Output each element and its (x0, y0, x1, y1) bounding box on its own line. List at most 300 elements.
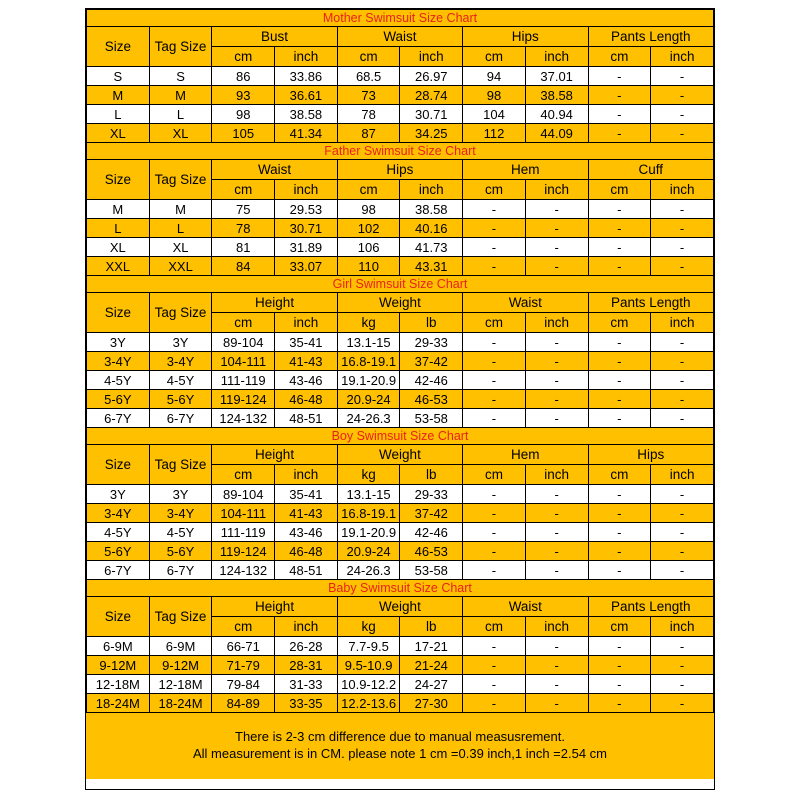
table-cell: - (463, 485, 526, 504)
table-cell: - (588, 656, 651, 675)
unit-header: inch (651, 617, 714, 637)
table-row (87, 675, 714, 694)
table-cell: 38.58 (525, 86, 588, 105)
table-cell: 112 (463, 124, 526, 143)
table-cell: 119-124 (212, 542, 275, 561)
table-cell: 37-42 (400, 504, 463, 523)
table-cell: - (588, 561, 651, 580)
table-cell: - (525, 694, 588, 713)
table-cell: - (651, 333, 714, 352)
measure-group-header: Hem (463, 160, 588, 180)
table-cell: 119-124 (212, 390, 275, 409)
table-cell: XXL (87, 257, 150, 276)
baby-chart-title-row (87, 580, 714, 597)
table-cell: 79-84 (212, 675, 275, 694)
table-cell: - (651, 504, 714, 523)
table-cell: 5-6Y (149, 542, 212, 561)
table-row (87, 219, 714, 238)
table-cell: 17-21 (400, 637, 463, 656)
tag-size-header: Tag Size (149, 160, 212, 200)
table-row (87, 352, 714, 371)
table-row (87, 656, 714, 675)
table-cell: 4-5Y (87, 371, 150, 390)
table-cell: 46-53 (400, 390, 463, 409)
father-chart-title-row (87, 143, 714, 160)
table-cell: 35-41 (275, 333, 338, 352)
table-cell: - (463, 637, 526, 656)
size-chart (85, 8, 715, 790)
table-cell: 34.25 (400, 124, 463, 143)
table-cell: - (463, 200, 526, 219)
unit-header: inch (651, 180, 714, 200)
table-cell: - (525, 409, 588, 428)
table-cell: 41-43 (275, 504, 338, 523)
table-cell: - (525, 352, 588, 371)
table-row (87, 504, 714, 523)
table-cell: 105 (212, 124, 275, 143)
table-cell: - (525, 675, 588, 694)
table-cell: 111-119 (212, 523, 275, 542)
table-cell: 71-79 (212, 656, 275, 675)
table-cell: - (525, 333, 588, 352)
table-cell: - (651, 675, 714, 694)
table-cell: 124-132 (212, 409, 275, 428)
unit-header: cm (588, 313, 651, 333)
table-cell: XL (149, 238, 212, 257)
table-cell: 6-7Y (87, 561, 150, 580)
table-cell: 81 (212, 238, 275, 257)
baby-chart-title: Baby Swimsuit Size Chart (87, 580, 714, 597)
table-cell: XL (87, 124, 150, 143)
size-header: Size (87, 445, 150, 485)
table-cell: 37-42 (400, 352, 463, 371)
table-cell: 44.09 (525, 124, 588, 143)
table-cell: - (463, 333, 526, 352)
table-cell: 29-33 (400, 333, 463, 352)
tag-size-header: Tag Size (149, 597, 212, 637)
table-cell: - (588, 257, 651, 276)
table-cell: 68.5 (337, 67, 400, 86)
table-cell: 104-111 (212, 504, 275, 523)
table-cell: 13.1-15 (337, 485, 400, 504)
table-cell: - (525, 637, 588, 656)
unit-header: cm (212, 180, 275, 200)
table-cell: 104 (463, 105, 526, 124)
table-cell: 75 (212, 200, 275, 219)
table-cell: - (588, 238, 651, 257)
table-cell: 6-9M (87, 637, 150, 656)
table-cell: - (463, 238, 526, 257)
table-cell: - (525, 485, 588, 504)
table-cell: 9-12M (149, 656, 212, 675)
table-cell: 20.9-24 (337, 390, 400, 409)
unit-header: cm (212, 617, 275, 637)
table-cell: 6-7Y (149, 561, 212, 580)
table-cell: L (87, 219, 150, 238)
table-cell: 19.1-20.9 (337, 371, 400, 390)
table-cell: 19.1-20.9 (337, 523, 400, 542)
table-cell: 42-46 (400, 523, 463, 542)
unit-header: cm (463, 313, 526, 333)
measure-group-header: Waist (463, 293, 588, 313)
girl-header-row (87, 293, 714, 313)
unit-header: kg (337, 617, 400, 637)
table-cell: - (588, 504, 651, 523)
unit-header: inch (651, 313, 714, 333)
table-cell: 111-119 (212, 371, 275, 390)
size-header: Size (87, 160, 150, 200)
table-cell: - (463, 656, 526, 675)
table-row (87, 542, 714, 561)
footer-note (86, 713, 714, 779)
unit-header: inch (525, 313, 588, 333)
table-cell: 46-48 (275, 542, 338, 561)
table-cell: 3Y (87, 333, 150, 352)
table-cell: 41-43 (275, 352, 338, 371)
table-cell: 3Y (149, 485, 212, 504)
measure-group-header: Pants Length (588, 293, 714, 313)
table-cell: 48-51 (275, 561, 338, 580)
measure-group-header: Weight (337, 597, 462, 617)
table-cell: 21-24 (400, 656, 463, 675)
table-cell: M (149, 200, 212, 219)
table-cell: 3Y (87, 485, 150, 504)
table-cell: 18-24M (149, 694, 212, 713)
table-cell: 110 (337, 257, 400, 276)
unit-header: cm (212, 465, 275, 485)
table-row (87, 637, 714, 656)
table-cell: 46-53 (400, 542, 463, 561)
table-cell: XL (149, 124, 212, 143)
table-cell: 84 (212, 257, 275, 276)
table-cell: 3-4Y (87, 352, 150, 371)
table-cell: 13.1-15 (337, 333, 400, 352)
table-cell: - (588, 371, 651, 390)
unit-header: lb (400, 313, 463, 333)
table-cell: - (651, 352, 714, 371)
size-chart-table (86, 9, 714, 713)
unit-header: inch (275, 617, 338, 637)
table-cell: 28-31 (275, 656, 338, 675)
table-cell: - (588, 124, 651, 143)
boy-chart-title: Boy Swimsuit Size Chart (87, 428, 714, 445)
table-cell: 3-4Y (149, 352, 212, 371)
table-cell: 124-132 (212, 561, 275, 580)
table-cell: 26.97 (400, 67, 463, 86)
table-cell: 3Y (149, 333, 212, 352)
table-cell: - (588, 86, 651, 105)
table-cell: M (87, 86, 150, 105)
table-cell: - (463, 561, 526, 580)
table-cell: - (525, 238, 588, 257)
table-cell: 5-6Y (149, 390, 212, 409)
table-cell: 28.74 (400, 86, 463, 105)
table-cell: 33.86 (275, 67, 338, 86)
table-cell: 9-12M (87, 656, 150, 675)
table-cell: 53-58 (400, 409, 463, 428)
table-cell: 102 (337, 219, 400, 238)
table-cell: 12-18M (149, 675, 212, 694)
table-cell: 84-89 (212, 694, 275, 713)
unit-header: inch (275, 313, 338, 333)
table-cell: - (651, 409, 714, 428)
table-cell: 5-6Y (87, 390, 150, 409)
father-header-row (87, 160, 714, 180)
table-cell: - (463, 694, 526, 713)
table-cell: 46-48 (275, 390, 338, 409)
table-cell: - (525, 390, 588, 409)
table-row (87, 333, 714, 352)
table-cell: - (525, 523, 588, 542)
measure-group-header: Hips (588, 445, 714, 465)
table-cell: 38.58 (275, 105, 338, 124)
measure-group-header: Height (212, 293, 337, 313)
tag-size-header: Tag Size (149, 445, 212, 485)
size-header: Size (87, 27, 150, 67)
table-cell: - (588, 637, 651, 656)
table-cell: - (588, 542, 651, 561)
table-cell: 31.89 (275, 238, 338, 257)
table-cell: - (463, 352, 526, 371)
table-cell: - (525, 219, 588, 238)
unit-header: cm (337, 180, 400, 200)
table-cell: 3-4Y (149, 504, 212, 523)
girl-chart-title-row (87, 276, 714, 293)
unit-header: inch (651, 47, 714, 67)
table-cell: 36.61 (275, 86, 338, 105)
table-cell: 37.01 (525, 67, 588, 86)
unit-header: cm (337, 47, 400, 67)
table-cell: 48-51 (275, 409, 338, 428)
table-cell: 24-26.3 (337, 409, 400, 428)
table-cell: - (651, 523, 714, 542)
table-cell: - (463, 542, 526, 561)
table-row (87, 485, 714, 504)
table-cell: 7.7-9.5 (337, 637, 400, 656)
footer-line-conversion: All measurement is in CM. please note 1 cm =0.39 inch,1 inch =2.54 cm (192, 746, 608, 761)
table-cell: - (651, 200, 714, 219)
boy-chart-title-row (87, 428, 714, 445)
table-cell: 98 (212, 105, 275, 124)
table-cell: - (588, 523, 651, 542)
unit-header: lb (400, 617, 463, 637)
table-cell: L (149, 219, 212, 238)
table-cell: 16.8-19.1 (337, 352, 400, 371)
table-cell: - (588, 333, 651, 352)
table-cell: - (588, 485, 651, 504)
table-cell: - (651, 124, 714, 143)
unit-header: cm (463, 617, 526, 637)
unit-header: lb (400, 465, 463, 485)
measure-group-header: Height (212, 445, 337, 465)
table-cell: 73 (337, 86, 400, 105)
table-cell: 53-58 (400, 561, 463, 580)
table-cell: 33-35 (275, 694, 338, 713)
table-cell: 16.8-19.1 (337, 504, 400, 523)
measure-group-header: Waist (337, 27, 462, 47)
table-cell: 86 (212, 67, 275, 86)
table-cell: 40.16 (400, 219, 463, 238)
table-cell: - (588, 67, 651, 86)
mother-header-row (87, 27, 714, 47)
unit-header: inch (275, 465, 338, 485)
unit-header: inch (525, 617, 588, 637)
footer-line-difference: There is 2-3 cm difference due to manual measusrement. (235, 729, 565, 744)
table-cell: - (525, 200, 588, 219)
unit-header: inch (525, 465, 588, 485)
table-cell: M (149, 86, 212, 105)
unit-header: cm (212, 47, 275, 67)
table-cell: - (588, 694, 651, 713)
mother-chart-title: Mother Swimsuit Size Chart (87, 10, 714, 27)
measure-group-header: Hips (463, 27, 588, 47)
table-cell: - (651, 67, 714, 86)
unit-header: cm (463, 465, 526, 485)
girl-chart-title: Girl Swimsuit Size Chart (87, 276, 714, 293)
unit-header: inch (525, 180, 588, 200)
measure-group-header: Height (212, 597, 337, 617)
unit-header: kg (337, 313, 400, 333)
table-cell: 66-71 (212, 637, 275, 656)
table-cell: 98 (337, 200, 400, 219)
table-cell: - (588, 675, 651, 694)
table-cell: 29.53 (275, 200, 338, 219)
table-cell: 4-5Y (149, 523, 212, 542)
table-cell: 9.5-10.9 (337, 656, 400, 675)
unit-header: inch (651, 465, 714, 485)
table-cell: 18-24M (87, 694, 150, 713)
table-cell: 31-33 (275, 675, 338, 694)
tag-size-header: Tag Size (149, 27, 212, 67)
table-cell: - (588, 200, 651, 219)
table-row (87, 694, 714, 713)
table-row (87, 86, 714, 105)
table-row (87, 105, 714, 124)
table-cell: 24-26.3 (337, 561, 400, 580)
unit-header: cm (588, 617, 651, 637)
table-cell: - (651, 390, 714, 409)
boy-header-row (87, 445, 714, 465)
table-row (87, 371, 714, 390)
table-cell: - (651, 86, 714, 105)
table-cell: 89-104 (212, 485, 275, 504)
unit-header: cm (212, 313, 275, 333)
table-row (87, 67, 714, 86)
table-cell: - (463, 409, 526, 428)
table-cell: 35-41 (275, 485, 338, 504)
table-cell: S (149, 67, 212, 86)
table-cell: 41.34 (275, 124, 338, 143)
mother-chart-title-row (87, 10, 714, 27)
table-cell: - (463, 257, 526, 276)
table-cell: 33.07 (275, 257, 338, 276)
table-row (87, 390, 714, 409)
table-cell: - (525, 257, 588, 276)
table-row (87, 257, 714, 276)
table-cell: - (588, 219, 651, 238)
measure-group-header: Pants Length (588, 27, 714, 47)
table-row (87, 523, 714, 542)
table-cell: 6-7Y (87, 409, 150, 428)
father-chart-title: Father Swimsuit Size Chart (87, 143, 714, 160)
table-cell: - (463, 371, 526, 390)
table-cell: - (651, 219, 714, 238)
table-cell: 27-30 (400, 694, 463, 713)
table-cell: - (651, 105, 714, 124)
table-cell: - (463, 390, 526, 409)
table-cell: - (651, 485, 714, 504)
table-cell: 24-27 (400, 675, 463, 694)
table-cell: - (463, 504, 526, 523)
measure-group-header: Bust (212, 27, 337, 47)
table-cell: M (87, 200, 150, 219)
table-cell: - (525, 504, 588, 523)
table-row (87, 409, 714, 428)
unit-header: inch (275, 180, 338, 200)
table-cell: 10.9-12.2 (337, 675, 400, 694)
table-cell: 43-46 (275, 371, 338, 390)
table-cell: 93 (212, 86, 275, 105)
table-cell: 98 (463, 86, 526, 105)
table-cell: - (463, 219, 526, 238)
table-cell: 41.73 (400, 238, 463, 257)
baby-header-row (87, 597, 714, 617)
table-row (87, 124, 714, 143)
table-cell: - (525, 656, 588, 675)
table-cell: - (651, 238, 714, 257)
table-cell: - (651, 371, 714, 390)
measure-group-header: Cuff (588, 160, 714, 180)
table-cell: 89-104 (212, 333, 275, 352)
unit-header: cm (463, 180, 526, 200)
table-cell: 3-4Y (87, 504, 150, 523)
table-cell: 78 (337, 105, 400, 124)
table-cell: 43-46 (275, 523, 338, 542)
table-row (87, 561, 714, 580)
unit-header: kg (337, 465, 400, 485)
table-cell: - (588, 390, 651, 409)
table-cell: 43.31 (400, 257, 463, 276)
table-cell: XL (87, 238, 150, 257)
table-cell: 42-46 (400, 371, 463, 390)
measure-group-header: Weight (337, 445, 462, 465)
unit-header: inch (525, 47, 588, 67)
size-header: Size (87, 597, 150, 637)
table-cell: 20.9-24 (337, 542, 400, 561)
table-cell: - (588, 352, 651, 371)
measure-group-header: Pants Length (588, 597, 714, 617)
table-cell: - (651, 656, 714, 675)
table-cell: 5-6Y (87, 542, 150, 561)
unit-header: cm (588, 47, 651, 67)
table-cell: 40.94 (525, 105, 588, 124)
table-cell: 30.71 (275, 219, 338, 238)
table-cell: 104-111 (212, 352, 275, 371)
size-header: Size (87, 293, 150, 333)
table-cell: 26-28 (275, 637, 338, 656)
table-cell: 78 (212, 219, 275, 238)
measure-group-header: Waist (463, 597, 588, 617)
unit-header: inch (400, 180, 463, 200)
table-cell: - (651, 637, 714, 656)
table-cell: 94 (463, 67, 526, 86)
measure-group-header: Waist (212, 160, 337, 180)
measure-group-header: Weight (337, 293, 462, 313)
table-cell: - (525, 561, 588, 580)
table-cell: 87 (337, 124, 400, 143)
table-cell: 4-5Y (149, 371, 212, 390)
table-cell: L (87, 105, 150, 124)
